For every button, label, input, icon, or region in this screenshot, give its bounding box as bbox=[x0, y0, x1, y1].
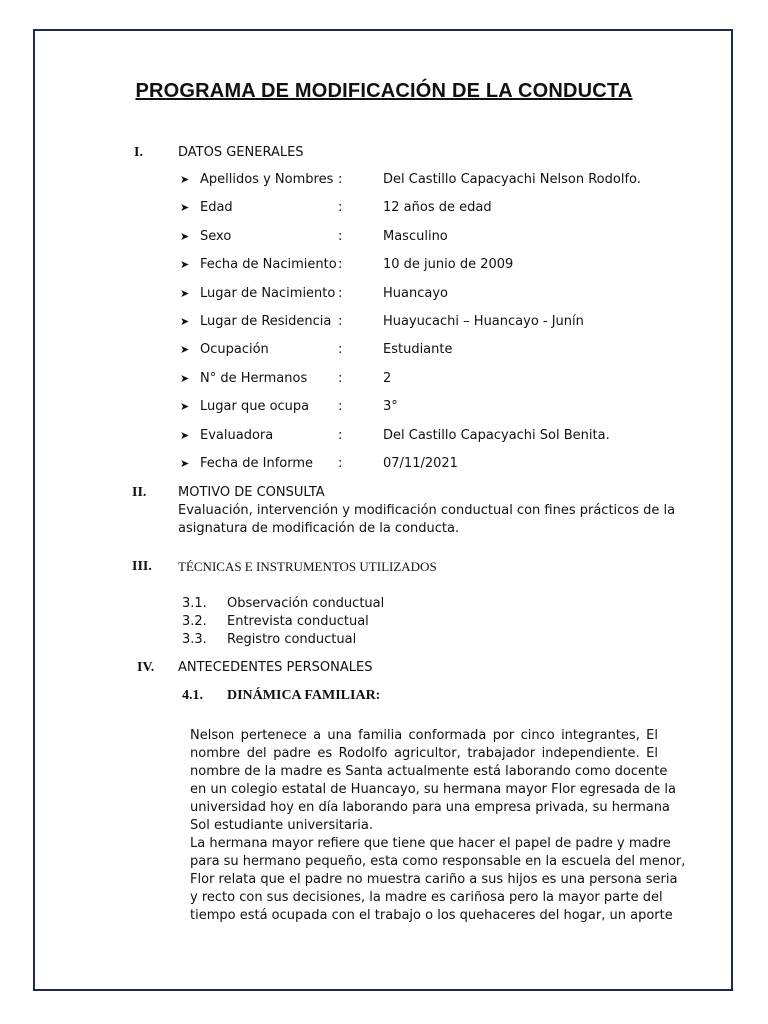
field-label: Edad bbox=[200, 200, 233, 215]
arrowhead-bullet-icon: ➤ bbox=[180, 230, 190, 243]
field-value: 3° bbox=[383, 399, 398, 414]
paragraph-line: Sol estudiante universitaria. bbox=[190, 818, 373, 833]
paragraph-line: asignatura de modificación de la conducta. bbox=[178, 521, 460, 536]
field-separator: : bbox=[338, 286, 343, 301]
field-value: 10 de junio de 2009 bbox=[383, 257, 514, 272]
field-separator: : bbox=[338, 428, 343, 443]
arrowhead-bullet-icon: ➤ bbox=[180, 457, 190, 470]
paragraph bbox=[178, 502, 676, 538]
field-label: N° de Hermanos bbox=[200, 371, 308, 386]
arrowhead-bullet-icon: ➤ bbox=[180, 287, 190, 300]
section-title: MOTIVO DE CONSULTA bbox=[178, 485, 325, 500]
list-item-number: 3.2. bbox=[182, 614, 207, 629]
paragraph-line: tiempo está ocupada con el trabajo o los quehaceres del hogar, un aporte bbox=[190, 908, 673, 923]
field-label: Apellidos y Nombres bbox=[200, 172, 334, 187]
field-value: Masculino bbox=[383, 229, 448, 244]
paragraph-line: para su hermano pequeño, esta como responsable en la escuela del menor, bbox=[190, 854, 686, 869]
arrowhead-bullet-icon: ➤ bbox=[180, 173, 190, 186]
field-value: 2 bbox=[383, 371, 392, 386]
subsection-title: DINÁMICA FAMILIAR: bbox=[227, 688, 381, 703]
subsection-number: 4.1. bbox=[182, 688, 203, 703]
field-value: 12 años de edad bbox=[383, 200, 492, 215]
arrowhead-bullet-icon: ➤ bbox=[180, 400, 190, 413]
arrowhead-bullet-icon: ➤ bbox=[180, 315, 190, 328]
paragraph-line: en un colegio estatal de Huancayo, su hermana mayor Flor egresada de la bbox=[190, 782, 677, 797]
paragraph-line: La hermana mayor refiere que tiene que hacer el papel de padre y madre bbox=[190, 836, 671, 851]
section-number: II. bbox=[132, 485, 147, 500]
paragraph-line: universidad hoy en día laborando para una empresa privada, su hermana bbox=[190, 800, 670, 815]
paragraph-line: Evaluación, intervención y modificación conductual con fines prácticos de la bbox=[178, 503, 676, 518]
field-separator: : bbox=[338, 456, 343, 471]
paragraph-line: nombre de la madre es Santa actualmente está laborando como docente bbox=[190, 764, 668, 779]
paragraph-line: Flor relata que el padre no muestra cariño a sus hijos es una persona seria bbox=[190, 872, 678, 887]
field-label: Fecha de Informe bbox=[200, 456, 314, 471]
arrowhead-bullet-icon: ➤ bbox=[180, 429, 190, 442]
field-label: Lugar de Residencia bbox=[200, 314, 332, 329]
section-title: TÉCNICAS E INSTRUMENTOS UTILIZADOS bbox=[178, 559, 437, 574]
field-label: Lugar de Nacimiento bbox=[200, 286, 336, 301]
field-separator: : bbox=[338, 257, 343, 272]
field-value: Estudiante bbox=[383, 342, 453, 357]
field-label: Fecha de Nacimiento bbox=[200, 257, 337, 272]
field-label: Ocupación bbox=[200, 342, 269, 357]
field-label: Sexo bbox=[200, 229, 232, 244]
field-value: Del Castillo Capacyachi Sol Benita. bbox=[383, 428, 610, 443]
arrowhead-bullet-icon: ➤ bbox=[180, 258, 190, 271]
list-item-number: 3.3. bbox=[182, 632, 207, 647]
field-value: Huayucachi – Huancayo - Junín bbox=[383, 314, 584, 329]
list-item-text: Entrevista conductual bbox=[227, 614, 369, 629]
list-item-number: 3.1. bbox=[182, 596, 207, 611]
field-value: Del Castillo Capacyachi Nelson Rodolfo. bbox=[383, 172, 641, 187]
field-separator: : bbox=[338, 342, 343, 357]
section-number: III. bbox=[132, 559, 152, 574]
list-item-text: Registro conductual bbox=[227, 632, 357, 647]
section-title: DATOS GENERALES bbox=[178, 145, 304, 160]
field-label: Lugar que ocupa bbox=[200, 399, 310, 414]
document-title: PROGRAMA DE MODIFICACIÓN DE LA CONDUCTA bbox=[135, 80, 633, 102]
field-label: Evaluadora bbox=[200, 428, 274, 443]
section-number: I. bbox=[134, 145, 143, 160]
section-number: IV. bbox=[137, 660, 155, 675]
paragraph bbox=[190, 727, 686, 925]
field-value: 07/11/2021 bbox=[383, 456, 458, 471]
field-separator: : bbox=[338, 200, 343, 215]
field-value: Huancayo bbox=[383, 286, 448, 301]
arrowhead-bullet-icon: ➤ bbox=[180, 372, 190, 385]
field-separator: : bbox=[338, 371, 343, 386]
arrowhead-bullet-icon: ➤ bbox=[180, 201, 190, 214]
field-separator: : bbox=[338, 399, 343, 414]
arrowhead-bullet-icon: ➤ bbox=[180, 343, 190, 356]
field-separator: : bbox=[338, 229, 343, 244]
list-item-text: Observación conductual bbox=[227, 596, 385, 611]
section-title: ANTECEDENTES PERSONALES bbox=[178, 660, 373, 675]
field-separator: : bbox=[338, 314, 343, 329]
field-separator: : bbox=[338, 172, 343, 187]
paragraph-line: Nelson pertenece a una familia conformada por cinco integrantes, El bbox=[190, 728, 658, 743]
paragraph-line: y recto con sus decisiones, la madre es cariñosa pero la mayor parte del bbox=[190, 890, 663, 905]
paragraph-line: nombre del padre es Rodolfo agricultor, trabajador independiente. El bbox=[190, 746, 658, 761]
